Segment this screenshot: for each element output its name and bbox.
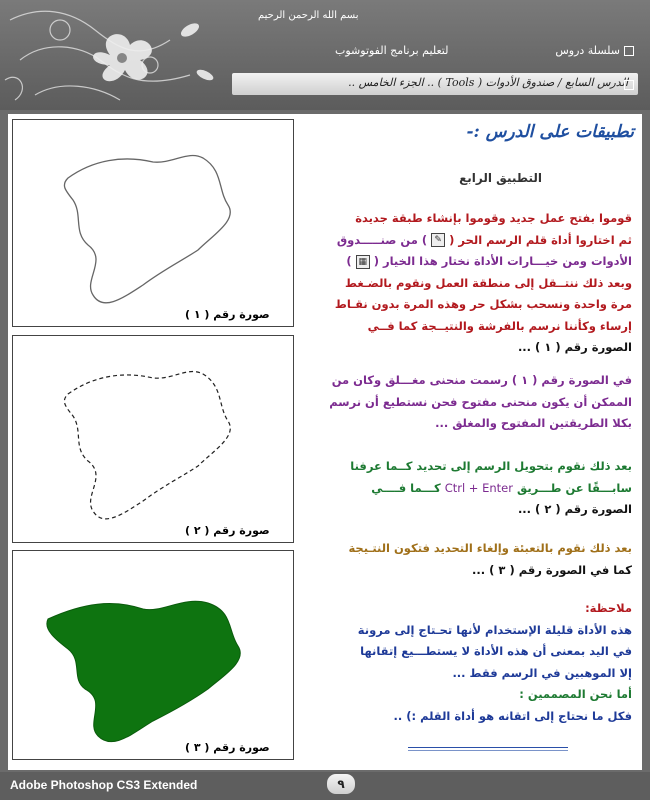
p3-line2-b: كـــما فــــي bbox=[371, 480, 441, 495]
header bbox=[0, 0, 650, 110]
p4-line1: بعد ذلك نقوم بالتعبئة وإلغاء التحديد فتكون النتـيجة bbox=[348, 541, 632, 555]
p1-line1: قوموا بفتح عمل جديد وقوموا بإنشاء طبقة جديدة bbox=[355, 211, 632, 225]
note-section bbox=[308, 598, 632, 727]
paragraph-1 bbox=[308, 208, 632, 359]
section-title: تطبيقات على الدرس :- bbox=[466, 122, 634, 142]
shortcut-ctrl-enter: Ctrl + Enter bbox=[444, 480, 513, 495]
lesson-title: الدرس السابع / صندوق الأدوات ( Tools ) .. الجزء الخامس .. bbox=[348, 76, 628, 89]
p1-line5: مرة واحدة ونسحب بشكل حر وهذه المرة بدون نقـاط bbox=[334, 297, 632, 311]
product-name: Adobe Photoshop CS3 Extended bbox=[10, 778, 198, 792]
basmala-text: بسم الله الرحمن الرحيم bbox=[258, 10, 359, 21]
application-subtitle: التطبيق الرابع bbox=[459, 171, 542, 185]
series-title: سلسلة دروس bbox=[555, 44, 620, 57]
freeform-path-drawing bbox=[13, 120, 293, 326]
image-2-selection bbox=[12, 335, 294, 543]
p1-line6: إرساء وكأننا نرسم بالفرشة والنتيــجة كما فــي bbox=[367, 318, 632, 333]
paragraph-2 bbox=[308, 370, 632, 435]
p2-line3: بكلا الطريقتين المفتوح والمغلق ... bbox=[435, 416, 632, 430]
p1-line4: وبعد ذلك ننتــقل إلى منطقة العمل ونقوم بالضـغط bbox=[345, 275, 632, 290]
filled-shape-drawing bbox=[13, 551, 293, 759]
page-number: ٩ bbox=[327, 774, 355, 794]
paths-option-icon: ▦ bbox=[356, 255, 370, 269]
image-1-caption: صورة رقم ( ١ ) bbox=[185, 308, 270, 321]
decorative-underline bbox=[408, 747, 568, 748]
floral-ornament bbox=[0, 0, 230, 110]
selection-marquee-drawing bbox=[13, 336, 293, 542]
bullet-square-icon bbox=[624, 80, 634, 90]
purpose-title: لتعليم برنامج الفوتوشوب bbox=[335, 44, 449, 57]
footer bbox=[0, 772, 650, 800]
note-label: ملاحظة: bbox=[585, 601, 632, 615]
note-line3: إلا الموهبين في الرسم فقط ... bbox=[452, 665, 632, 680]
content-area bbox=[8, 114, 642, 770]
image-3-filled bbox=[12, 550, 294, 760]
note-line2: في اليد بمعنى أن هذه الأداة لا يستطـــيع إتقانها bbox=[360, 644, 632, 658]
p1-line2 bbox=[308, 230, 632, 252]
p1-line3-b: ) bbox=[346, 254, 352, 268]
p1-line7: الصورة رقم ( ١ ) ... bbox=[517, 340, 632, 354]
note-line1: هذه الأداة قليلة الإستخدام لأنها تحـتاج إلى مرونة bbox=[357, 622, 632, 637]
p1-line3 bbox=[308, 251, 632, 273]
text-column bbox=[300, 114, 638, 770]
p1-line2-a: ثم اختاروا أداة قلم الرسم الحر ( bbox=[449, 232, 632, 247]
note-line5: فكل ما نحتاج إلى اتقانه هو أداة القلم :) .. bbox=[393, 708, 632, 723]
freeform-pen-tool-icon: ✎ bbox=[431, 233, 445, 247]
p3-line3: الصورة رقم ( ٢ ) ... bbox=[517, 502, 632, 516]
bullet-square-icon bbox=[624, 46, 634, 56]
p1-line2-b: ) من صنـــــدوق bbox=[336, 232, 428, 247]
note-line4: أما نحن المصممين : bbox=[519, 687, 632, 701]
image-1-freeform-path bbox=[12, 119, 294, 327]
p3-line2 bbox=[308, 478, 632, 500]
image-3-caption: صورة رقم ( ٣ ) bbox=[185, 741, 270, 754]
lesson-bar bbox=[232, 73, 638, 95]
p2-line1: في الصورة رقم ( ١ ) رسمت منحنى مغـــلق وكان من bbox=[331, 373, 632, 387]
p3-line2-a: سابـــقًا عن طـــريق bbox=[516, 480, 632, 495]
p1-line3-a: الأدوات ومن خيـــارات الأداة نختار هذا الخيار ( bbox=[373, 254, 632, 268]
p4-line2: كما في الصورة رقم ( ٣ ) ... bbox=[472, 562, 632, 577]
paragraph-4 bbox=[308, 538, 632, 581]
decorative-underline bbox=[408, 750, 568, 751]
p2-line2: الممكن أن يكون منحنى مفتوح فحن نستطيع أن نرسم bbox=[329, 394, 632, 409]
image-2-caption: صورة رقم ( ٢ ) bbox=[185, 524, 270, 537]
p3-line1: بعد ذلك نقوم بتحويل الرسم إلى تحديد كــما عرفنا bbox=[350, 459, 632, 473]
paragraph-3 bbox=[308, 456, 632, 521]
